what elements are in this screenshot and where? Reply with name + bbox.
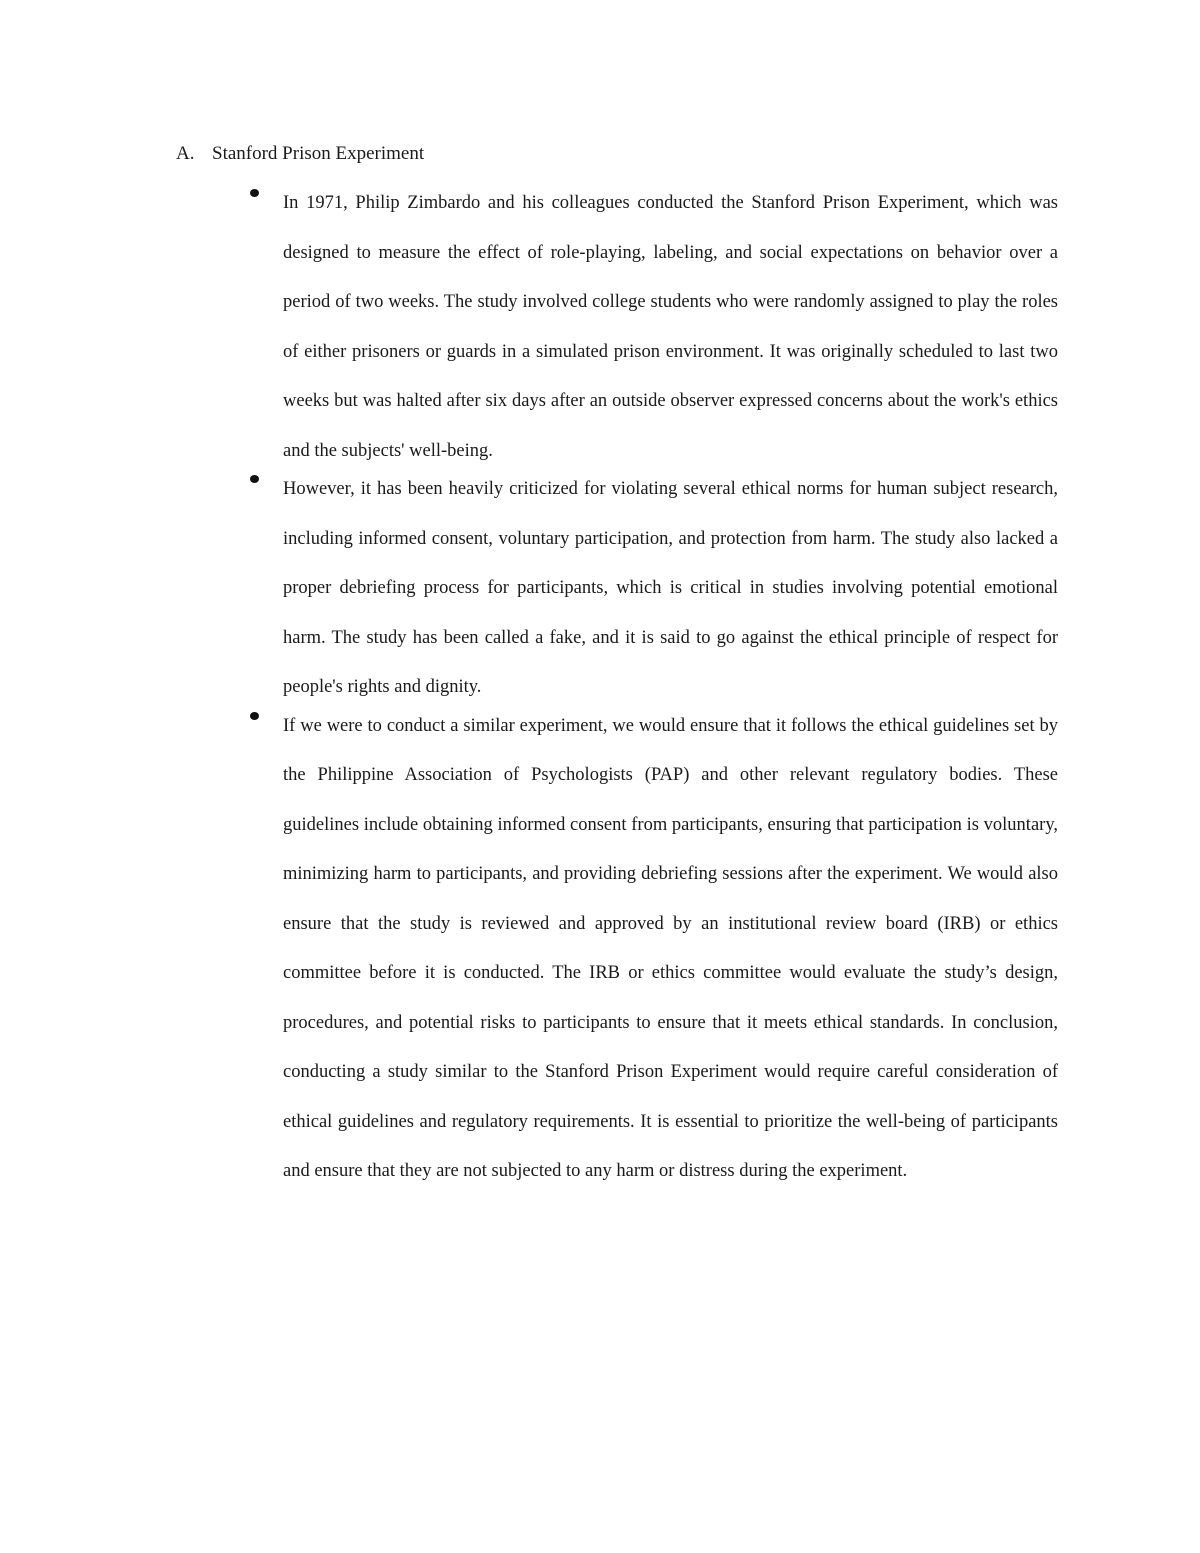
- section-heading: [176, 140, 424, 168]
- bullet-point-icon: [250, 475, 259, 483]
- section-title: Stanford Prison Experiment: [212, 143, 425, 164]
- bullet-point-icon: [250, 712, 259, 720]
- bullet-item-experiment-overview: [246, 179, 1058, 476]
- section-marker: A.: [176, 143, 195, 164]
- bullet-text: In 1971, Philip Zimbardo and his colleagues conducted the Stanford Prison Experiment, which was designed to measure the effect of role-playing, labeling, and social expectations on behavior over a period of two weeks. The study involved college students who were randomly assigned to play the roles of either prisoners or guards in a simulated prison environment. It was originally scheduled to last two weeks but was halted after six days after an outside observer expressed concerns about the work's ethics and the subjects' well-being.: [283, 193, 1058, 461]
- bullet-point-icon: [250, 189, 259, 197]
- bullet-text: If we were to conduct a similar experiment, we would ensure that it follows the ethical guidelines set by the Philippine Association of Psychologists (PAP) and other relevant regulatory bodies. These guidelines include obtaining informed consent from participants, ensuring that participation is voluntary, minimizing harm to participants, and providing debriefing sessions after the experiment. We would also ensure that the study is reviewed and approved by an institutional review board (IRB) or ethics committee before it is conducted. The IRB or ethics committee would evaluate the study’s design, procedures, and potential risks to participants to ensure that it meets ethical standards. In conclusion, conducting a study similar to the Stanford Prison Experiment would require careful consideration of ethical guidelines and regulatory requirements. It is essential to prioritize the well-being of participants and ensure that they are not subjected to any harm or distress during the experiment.: [283, 715, 1058, 1181]
- bullet-text: However, it has been heavily criticized for violating several ethical norms for human subject research, including informed consent, voluntary participation, and protection from harm. The study also lacked a proper debriefing process for participants, which is critical in studies involving potential emotional harm. The study has been called a fake, and it is said to go against the ethical principle of respect for people's rights and dignity.: [283, 479, 1058, 697]
- bullet-list: [246, 190, 1058, 1197]
- bullet-item-ethical-guidelines: [246, 702, 1058, 1197]
- bullet-item-ethical-criticism: [246, 465, 1058, 713]
